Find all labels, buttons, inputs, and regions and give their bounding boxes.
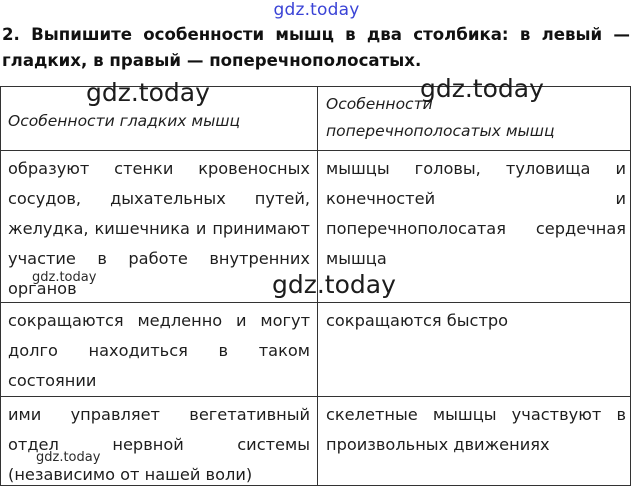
watermark: gdz.today [420, 74, 544, 103]
striated-feature-cell: сокращаются быстро [326, 311, 509, 330]
muscle-features-table [0, 86, 631, 486]
striated-feature-cell: мышцы головы, туловища и конечностей и поперечнополосатая сердечная мышца [326, 159, 626, 268]
striated-feature-cell: скелетные мышцы участвуют в произвольных движениях [326, 405, 626, 454]
site-watermark: gdz.today [273, 0, 360, 20]
watermark: gdz.today [36, 450, 101, 465]
smooth-feature-cell: ими управляет вегетативный отдел нервной системы (независимо от нашей воли) [8, 405, 310, 484]
table-header-row [1, 87, 630, 151]
smooth-feature-cell: образуют стенки кровеносных сосудов, дыхательных путей, желудка, кишечника и принимают участие в работе внутренних органов [8, 159, 310, 298]
smooth-feature-cell: сокращаются медленно и могут долго находиться в таком состоянии [8, 311, 310, 390]
table-row [1, 151, 630, 303]
watermark: gdz.today [272, 270, 396, 299]
watermark: gdz.today [86, 78, 210, 107]
header-striated-muscles: Особенности поперечнополосатых мышц [326, 95, 555, 140]
task-statement: 2. Выпишите особенности мышц в два столбика: в левый — гладких, в правый — поперечнополосатых. [2, 25, 630, 70]
header-smooth-muscles: Особенности гладких мышц [8, 112, 241, 130]
watermark: gdz.today [32, 270, 97, 285]
table-row [1, 303, 630, 397]
table-row [1, 397, 630, 485]
